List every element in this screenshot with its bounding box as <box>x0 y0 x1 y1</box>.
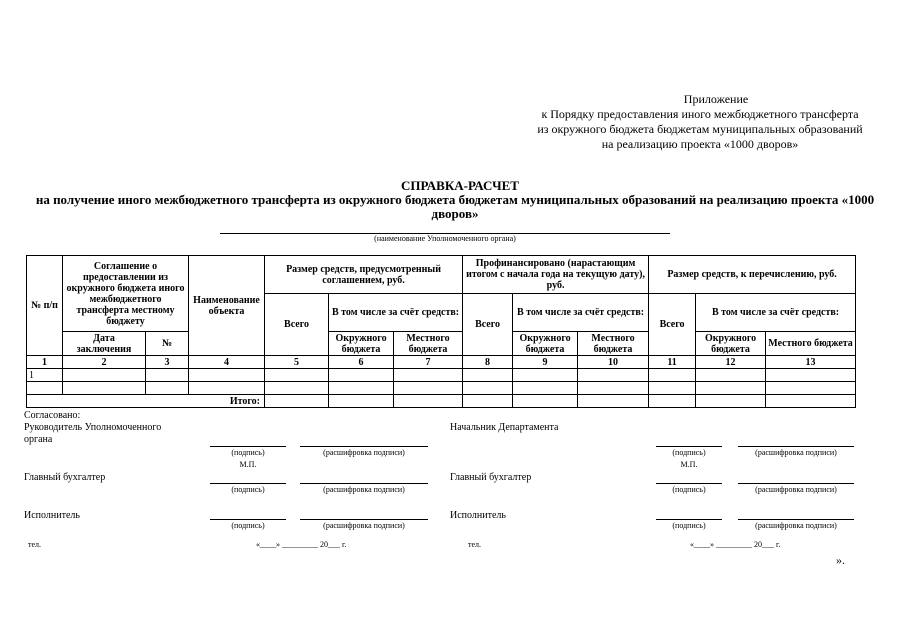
col-number: 10 <box>578 356 649 369</box>
header-incl-2: В том числе за счёт средств: <box>513 294 649 332</box>
document-subtitle: на получение иного межбюджетного трансферта из окружного бюджета бюджетам муниципальных образований на реализацию проекта «1000 дворов» <box>35 192 875 221</box>
header-amount-agreement: Размер средств, предусмотренный соглашением, руб. <box>265 256 463 294</box>
decoding-caption: (расшифровка подписи) <box>323 485 405 494</box>
cell-financed-local[interactable] <box>578 369 649 382</box>
phone-label-right: тел. <box>468 540 482 549</box>
signature-caption: (подпись) <box>231 521 265 530</box>
accountant-decoding-line-left[interactable] <box>300 483 428 484</box>
cell-amount-total[interactable] <box>265 382 329 395</box>
cell-amount-local[interactable] <box>394 369 463 382</box>
decoding-caption: (расшифровка подписи) <box>755 448 837 457</box>
org-name-caption: (наименование Уполномоченного органа) <box>374 234 516 243</box>
cell-date[interactable] <box>63 369 146 382</box>
total-transfer-local[interactable] <box>766 395 856 408</box>
date-line-right[interactable]: «____» _________ 20___ г. <box>690 540 781 549</box>
header-district-3: Окружного бюджета <box>696 332 766 356</box>
stamp-label: М.П. <box>680 460 698 469</box>
col-number: 5 <box>265 356 329 369</box>
header-agreement: Соглашение о предоставлении из окружного бюджета иного межбюджетного трансферта местному бюджету <box>63 256 189 332</box>
header-object: Наименование объекта <box>189 256 265 356</box>
total-row <box>27 395 856 408</box>
head-authority-label-1: Руководитель Уполномоченного <box>24 422 162 433</box>
header-total-2: Всего <box>463 294 513 356</box>
table-row <box>27 369 856 382</box>
col-number: 3 <box>146 356 189 369</box>
decoding-caption: (расшифровка подписи) <box>323 521 405 530</box>
phone-label-left: тел. <box>28 540 42 549</box>
cell-date[interactable] <box>63 382 146 395</box>
cell-financed-district[interactable] <box>513 369 578 382</box>
header-local-2: Местного бюджета <box>578 332 649 356</box>
header-total-1: Всего <box>265 294 329 356</box>
total-transfer-district[interactable] <box>696 395 766 408</box>
header-incl-1: В том числе за счёт средств: <box>329 294 463 332</box>
accountant-signature-line-left[interactable] <box>210 483 286 484</box>
executor-decoding-line-left[interactable] <box>300 519 428 520</box>
signature-caption: (подпись) <box>231 448 265 457</box>
total-amount-total[interactable] <box>265 395 329 408</box>
agreed-label: Согласовано: <box>24 410 81 421</box>
cell-transfer-district[interactable] <box>696 369 766 382</box>
header-financed: Профинансировано (нарастающим итогом с начала года на текущую дату), руб. <box>463 256 649 294</box>
cell-agreement-no[interactable] <box>146 382 189 395</box>
cell-financed-total[interactable] <box>463 369 513 382</box>
date-line-left[interactable]: «____» _________ 20___ г. <box>256 540 347 549</box>
cell-amount-total[interactable] <box>265 369 329 382</box>
col-number: 9 <box>513 356 578 369</box>
cell-transfer-local[interactable] <box>766 382 856 395</box>
cell-financed-total[interactable] <box>463 382 513 395</box>
total-transfer-total[interactable] <box>649 395 696 408</box>
total-financed-local[interactable] <box>578 395 649 408</box>
total-amount-local[interactable] <box>394 395 463 408</box>
head-authority-label-2: органа <box>24 434 53 445</box>
executor-label-right: Исполнитель <box>450 510 506 521</box>
header-agreement-no: № <box>146 332 189 356</box>
header-local-3: Местного бюджета <box>766 332 856 356</box>
column-number-row <box>27 356 856 369</box>
header-district-1: Окружного бюджета <box>329 332 394 356</box>
decoding-caption: (расшифровка подписи) <box>755 485 837 494</box>
executor-signature-line-left[interactable] <box>210 519 286 520</box>
accountant-signature-line-right[interactable] <box>656 483 722 484</box>
cell-transfer-district[interactable] <box>696 382 766 395</box>
header-district-2: Окружного бюджета <box>513 332 578 356</box>
chief-accountant-label-right: Главный бухгалтер <box>450 472 532 483</box>
total-financed-total[interactable] <box>463 395 513 408</box>
signature-caption: (подпись) <box>672 485 706 494</box>
appendix-block <box>500 92 900 152</box>
cell-amount-district[interactable] <box>329 382 394 395</box>
appendix-line-1: Приложение <box>683 92 749 106</box>
table-row <box>27 382 856 395</box>
total-amount-district[interactable] <box>329 395 394 408</box>
cell-transfer-total[interactable] <box>649 382 696 395</box>
header-date: Дата заключения <box>63 332 146 356</box>
executor-signature-line-right[interactable] <box>656 519 722 520</box>
header-incl-3: В том числе за счёт средств: <box>696 294 856 332</box>
row-number <box>27 382 63 395</box>
col-number: 13 <box>766 356 856 369</box>
cell-object[interactable] <box>189 382 265 395</box>
chief-accountant-label-left: Главный бухгалтер <box>24 472 106 483</box>
head-authority-signature-line[interactable] <box>210 446 286 447</box>
head-department-label: Начальник Департамента <box>450 422 559 433</box>
header-local-1: Местного бюджета <box>394 332 463 356</box>
decoding-caption: (расшифровка подписи) <box>323 448 405 457</box>
appendix-line-2: к Порядку предоставления иного межбюджетного трансферта <box>541 107 859 121</box>
cell-amount-local[interactable] <box>394 382 463 395</box>
signature-caption: (подпись) <box>672 448 706 457</box>
cell-transfer-total[interactable] <box>649 369 696 382</box>
head-department-decoding-line[interactable] <box>738 446 854 447</box>
col-number: 12 <box>696 356 766 369</box>
col-number: 8 <box>463 356 513 369</box>
col-number: 11 <box>649 356 696 369</box>
cell-financed-district[interactable] <box>513 382 578 395</box>
col-number: 6 <box>329 356 394 369</box>
row-number: 1 <box>27 369 63 382</box>
header-to-transfer: Размер средств, к перечислению, руб. <box>649 256 856 294</box>
decoding-caption: (расшифровка подписи) <box>755 521 837 530</box>
appendix-line-4: на реализацию проекта «1000 дворов» <box>601 137 799 151</box>
appendix-line-3: из окружного бюджета бюджетам муниципальных образований <box>537 122 863 136</box>
cell-agreement-no[interactable] <box>146 369 189 382</box>
stamp-label: М.П. <box>239 460 257 469</box>
accountant-decoding-line-right[interactable] <box>738 483 854 484</box>
col-number: 7 <box>394 356 463 369</box>
head-authority-decoding-line[interactable] <box>300 446 428 447</box>
header-total-3: Всего <box>649 294 696 356</box>
cell-financed-local[interactable] <box>578 382 649 395</box>
col-number: 2 <box>63 356 146 369</box>
executor-decoding-line-right[interactable] <box>738 519 854 520</box>
total-financed-district[interactable] <box>513 395 578 408</box>
total-label: Итого: <box>27 395 265 408</box>
calculation-table <box>26 255 856 408</box>
cell-transfer-local[interactable] <box>766 369 856 382</box>
col-number: 1 <box>27 356 63 369</box>
closing-quote: ». <box>836 553 845 567</box>
head-department-signature-line[interactable] <box>656 446 722 447</box>
document-title: СПРАВКА-РАСЧЕТ <box>401 178 519 193</box>
col-number: 4 <box>189 356 265 369</box>
cell-object[interactable] <box>189 369 265 382</box>
signature-caption: (подпись) <box>672 521 706 530</box>
executor-label-left: Исполнитель <box>24 510 80 521</box>
header-num: № п/п <box>27 256 63 356</box>
cell-amount-district[interactable] <box>329 369 394 382</box>
signature-caption: (подпись) <box>231 485 265 494</box>
